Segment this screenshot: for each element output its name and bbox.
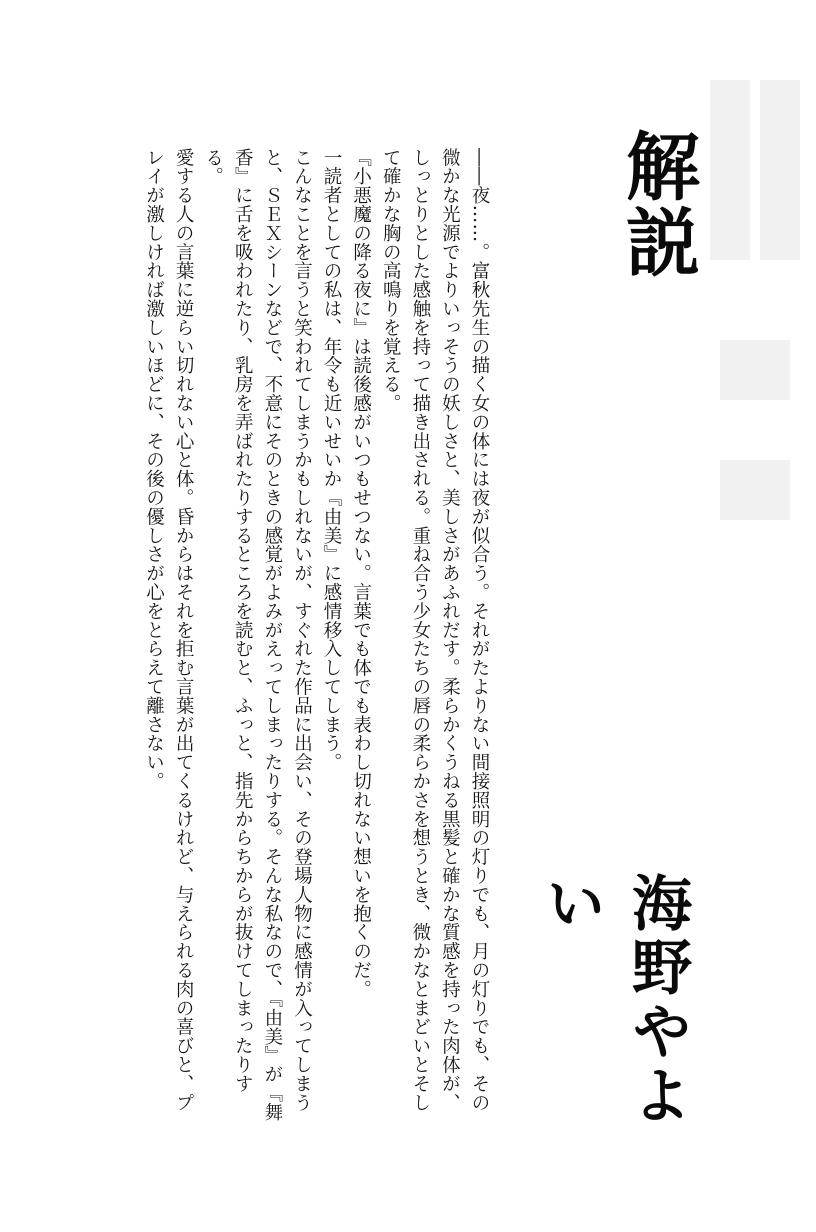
background-watermark — [700, 20, 810, 620]
author-name: 海野やよい — [536, 872, 692, 1128]
paragraph-4: こんなことを言うと笑われてしまうかもしれないが、すぐれた作品に出会い、その登場人物に感情が入ってしまうと、ＳＥＸシーンなどで、不意にそのときの感覚がよみがえってしまったりする。そんな私なので、『由美』が『舞香』に舌を吸われたり、乳房を弄ばれたりするところを読むと、ふっと、指先からちからが抜けてしまったりする。 — [202, 148, 313, 1122]
paragraph-5: 愛する人の言葉に逆らい切れない心と体。昏からはそれを拒む言葉が出てくるけれど、与えられる肉の喜びと、プレイが激しければ激しいほどに、その後の優しさが心をとらえて離さない。 — [143, 148, 195, 1112]
page-title: 解説 — [614, 128, 700, 280]
paragraph-1: ――夜……。富秋先生の描く女の体には夜が似合う。それがたよりない間接照明の灯りでも、月の灯りでも、その微かな光源でよりいっそうの妖しさと、美しさがあふれだす。柔らかくうねる黒髪と確かな質感を持った肉体が、しっとりとした感触を持って描き出される。重ね合う少女たちの唇の柔らかさを想うとき、微かなとまどいとそして確かな胸の高鳴りを覚える。 — [380, 148, 490, 1112]
commentary-body — [118, 148, 494, 1128]
paragraph-2: 『小悪魔の降る夜に』は読後感がいつもせつない。言葉でも体でも表わし切れない想いを抱くのだ。 — [350, 148, 372, 999]
paragraph-3: 一読者としての私は、年令も近いせいか『由美』に感情移入してしまう。 — [321, 148, 343, 772]
